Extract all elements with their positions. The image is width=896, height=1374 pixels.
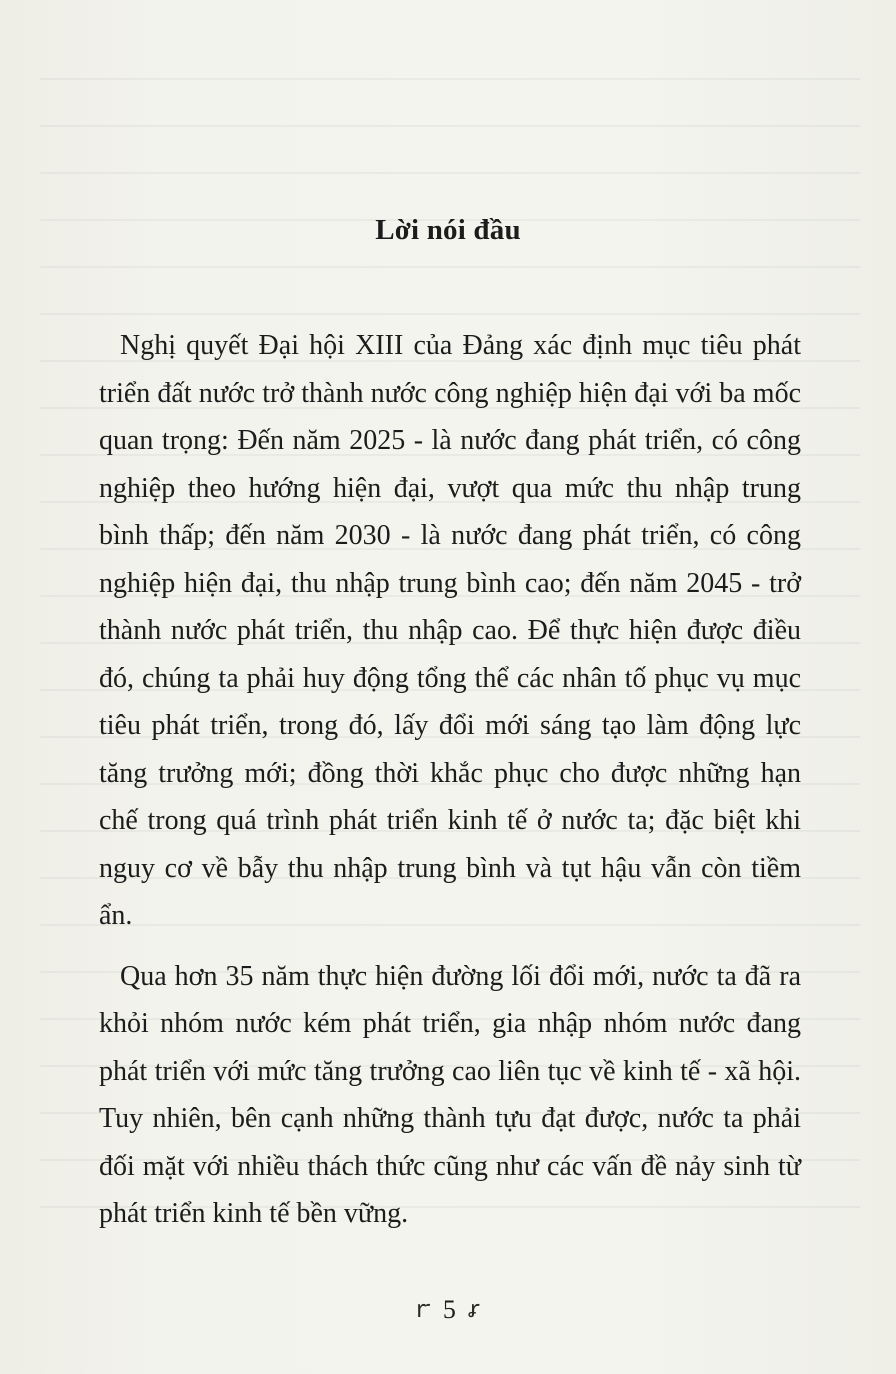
page-number: 5 — [442, 1295, 456, 1325]
page-footer — [0, 1290, 896, 1328]
ornament-left-icon: ꭈ — [416, 1297, 431, 1324]
body-text — [99, 322, 801, 1238]
chapter-title: Lời nói đầu — [375, 214, 521, 246]
paragraph-2: Qua hơn 35 năm thực hiện đường lối đổi mới, nước ta đã ra khỏi nhóm nước kém phát triển, gia nhập nhóm nước đang phát triển với mức tăng trưởng cao liên tục về kinh tế - xã hội. Tuy nhiên, bên cạnh những thành tựu đạt được, nước ta phải đối mặt với nhiều thách thức cũng như các vấn đề nảy sinh từ phát triển kinh tế bền vững. — [99, 960, 801, 1229]
paragraph-1: Nghị quyết Đại hội XIII của Đảng xác định mục tiêu phát triển đất nước trở thành nước công nghiệp hiện đại với ba mốc quan trọng: Đến năm 2025 - là nước đang phát triển, có công nghiệp theo hướng hiện đại, vượt qua mức thu nhập trung bình thấp; đến năm 2030 - là nước đang phát triển, có công nghiệp hiện đại, thu nhập trung bình cao; đến năm 2045 - trở thành nước phát triển, thu nhập cao. Để thực hiện được điều đó, chúng ta phải huy động tổng thể các nhân tố phục vụ mục tiêu phát triển, trong đó, lấy đổi mới sáng tạo làm động lực tăng trưởng mới; đồng thời khắc phục cho được những hạn chế trong quá trình phát triển kinh tế ở nước ta; đặc biệt khi nguy cơ về bẫy thu nhập trung bình và tụt hậu vẫn còn tiềm ẩn. — [99, 330, 801, 931]
ornament-right-icon: ꭉ — [468, 1297, 480, 1324]
